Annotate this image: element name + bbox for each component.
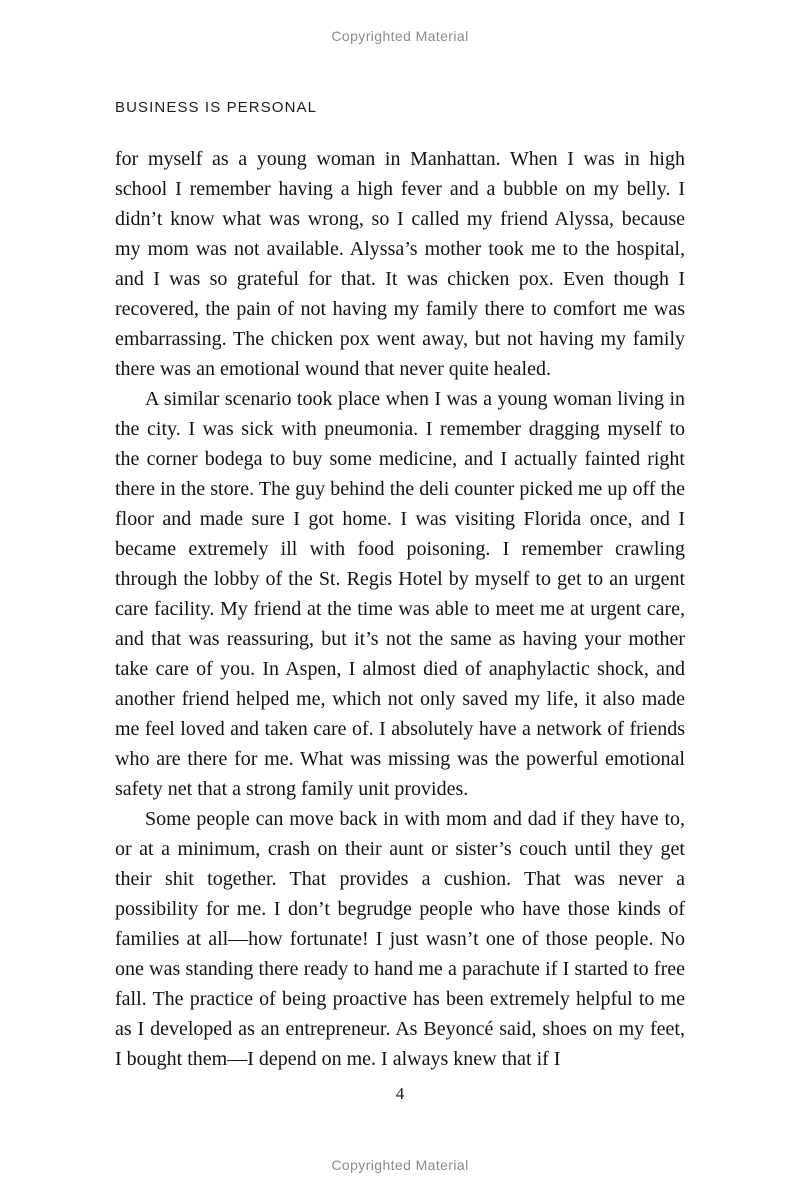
page-number: 4 [395,1084,405,1103]
copyright-notice-bottom: Copyrighted Material [331,1157,469,1173]
body-paragraph: Some people can move back in with mom and dad if they have to, or at a minimum, crash on their aunt or sister’s couch until they get their shit together. That provides a cushion. That was never a possibility for me. I don’t begrudge people who have those kinds of families at all—how fortunate! I just wasn’t one of those people. No one was standing there ready to hand me a parachute if I started to free fall. The practice of being proactive has been extremely helpful to me as I developed as an entrepreneur. As Beyoncé said, shoes on my feet, I bought them—I depend on me. I always knew that if I [115,808,685,1070]
body-paragraph: for myself as a young woman in Manhattan. When I was in high school I remember having a high fever and a bubble on my belly. I didn’t know what was wrong, so I called my friend Alyssa, because my mom was not available. Alyssa’s mother took me to the hospital, and I was so grateful for that. It was chicken pox. Even though I recovered, the pain of not having my family there to comfort me was embarrassing. The chicken pox went away, but not having my family there was an emotional wound that never quite healed. [115,148,685,380]
copyright-notice-top: Copyrighted Material [331,28,469,44]
page-body [115,99,685,1074]
body-paragraph: A similar scenario took place when I was a young woman living in the city. I was sick with pneumonia. I remember dragging myself to the corner bodega to buy some medicine, and I actually fainted right there in the store. The guy behind the deli counter picked me up off the floor and made sure I got home. I was visiting Florida once, and I became extremely ill with food poisoning. I remember crawling through the lobby of the St. Regis Hotel by myself to get to an urgent care facility. My friend at the time was able to meet me at urgent care, and that was reassuring, but it’s not the same as having your mother take care of you. In Aspen, I almost died of anaphylactic shock, and another friend helped me, which not only saved my life, it also made me feel loved and taken care of. I absolutely have a network of friends who are there for me. What was missing was the powerful emotional safety net that a strong family unit provides. [115,388,685,800]
running-head: BUSINESS IS PERSONAL [115,99,318,116]
